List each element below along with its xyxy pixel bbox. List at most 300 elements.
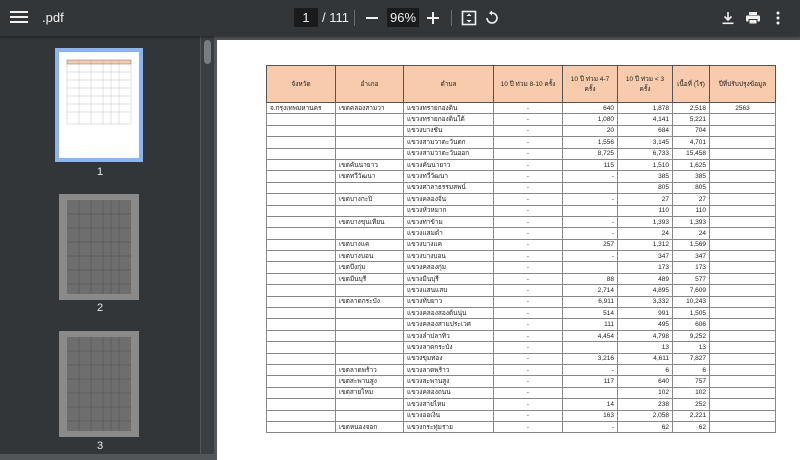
table-cell: เขตบางกะปิ (336, 194, 404, 205)
table-cell: - (494, 353, 563, 364)
table-cell: - (563, 251, 618, 262)
zoom-in-button[interactable] (421, 6, 445, 30)
table-cell: 173 (618, 262, 673, 273)
page-preview (59, 52, 139, 158)
table-cell (336, 353, 404, 364)
table-cell: - (494, 159, 563, 170)
table-cell: 4,798 (618, 330, 673, 341)
table-cell: 757 (673, 376, 710, 387)
toolbar-divider (451, 10, 452, 26)
table-cell (336, 114, 404, 125)
table-cell: - (494, 239, 563, 250)
table-cell: 347 (618, 251, 673, 262)
table-cell: - (494, 262, 563, 273)
document-title: .pdf (42, 10, 64, 25)
table-cell (710, 114, 776, 125)
table-cell: 577 (673, 273, 710, 284)
more-vert-icon (776, 11, 780, 25)
table-cell (563, 342, 618, 353)
table-cell (267, 251, 336, 262)
header-subdistrict: ตำบล (404, 66, 494, 103)
table-cell: - (494, 376, 563, 387)
table-cell (267, 421, 336, 432)
table-cell: แขวงคลองถนน (404, 387, 494, 398)
table-cell: แขวงทวีวัฒนา (404, 171, 494, 182)
table-cell: - (494, 364, 563, 375)
table-cell (710, 308, 776, 319)
thumbnail-label-2: 2 (96, 302, 104, 314)
table-cell (267, 273, 336, 284)
table-cell (710, 399, 776, 410)
table-cell (710, 342, 776, 353)
table-cell: 24 (618, 228, 673, 239)
header-update-year: ปีที่ปรับปรุงข้อมูล (710, 66, 776, 103)
table-cell (336, 228, 404, 239)
table-cell: 20 (563, 125, 618, 136)
table-row (267, 376, 776, 387)
table-cell (267, 376, 336, 387)
table-cell: 7,827 (673, 353, 710, 364)
table-row (267, 399, 776, 410)
table-cell: 257 (563, 239, 618, 250)
table-cell: แขวงบางบอน (404, 251, 494, 262)
table-body (267, 103, 776, 433)
table-cell (710, 228, 776, 239)
toolbar-divider (354, 10, 355, 26)
table-row (267, 308, 776, 319)
header-flood-8-10: 10 ปี ท่วม 8-10 ครั้ง (494, 66, 563, 103)
pdf-page (217, 40, 800, 460)
table-cell: - (494, 387, 563, 398)
table-cell (710, 319, 776, 330)
table-row (267, 410, 776, 421)
table-cell (336, 330, 404, 341)
table-cell: 1,878 (618, 103, 673, 114)
table-cell: - (563, 216, 618, 227)
table-cell (710, 387, 776, 398)
table-row (267, 103, 776, 114)
table-cell: 1,080 (563, 114, 618, 125)
table-cell: แขวงลำปลาทิว (404, 330, 494, 341)
table-cell: 2,221 (673, 410, 710, 421)
table-cell: 4,454 (563, 330, 618, 341)
table-cell: - (494, 125, 563, 136)
table-row (267, 228, 776, 239)
table-cell: 14 (563, 399, 618, 410)
table-row (267, 296, 776, 307)
table-cell: เขตบางขุนเทียน (336, 216, 404, 227)
page-preview (59, 331, 139, 437)
table-cell: แขวงลาดกระบัง (404, 342, 494, 353)
table-row (267, 364, 776, 375)
flood-data-table (266, 65, 776, 433)
table-cell (710, 262, 776, 273)
table-cell (267, 399, 336, 410)
table-cell (710, 137, 776, 148)
table-cell: 4,141 (618, 114, 673, 125)
table-cell: เขตคันนายาว (336, 159, 404, 170)
table-cell: 163 (563, 410, 618, 421)
table-cell (710, 171, 776, 182)
table-cell: เขตลาดกระบัง (336, 296, 404, 307)
table-cell: - (494, 182, 563, 193)
table-cell: 4,895 (618, 285, 673, 296)
table-row (267, 159, 776, 170)
table-cell: 27 (618, 194, 673, 205)
table-cell: 1,505 (673, 308, 710, 319)
table-row (267, 171, 776, 182)
table-row (267, 273, 776, 284)
table-cell: แขวงแสมดำ (404, 228, 494, 239)
table-cell: จ.กรุงเทพมหานคร (267, 103, 336, 114)
table-cell: 640 (618, 376, 673, 387)
table-header-row (267, 66, 776, 103)
table-cell: - (494, 285, 563, 296)
table-cell: แขวงคลองกุ่ม (404, 262, 494, 273)
table-cell: 704 (673, 125, 710, 136)
thumbnail-label-1: 1 (96, 166, 104, 178)
table-cell (267, 387, 336, 398)
table-cell: 2,714 (563, 285, 618, 296)
table-cell (336, 182, 404, 193)
table-cell (267, 308, 336, 319)
table-cell: แขวงคลองสามประเวศ (404, 319, 494, 330)
viewer-scrollbar[interactable] (201, 36, 214, 454)
download-button[interactable] (716, 6, 740, 30)
table-cell (267, 330, 336, 341)
table-cell: - (563, 171, 618, 182)
table-cell: 805 (673, 182, 710, 193)
header-flood-4-7: 10 ปี ท่วม 4-7 ครั้ง (563, 66, 618, 103)
table-cell: 9,252 (673, 330, 710, 341)
table-cell: 2563 (710, 103, 776, 114)
table-cell: 2,518 (673, 103, 710, 114)
table-cell: - (494, 342, 563, 353)
thumbnail-label-3: 3 (96, 440, 104, 452)
table-cell: 15,458 (673, 148, 710, 159)
table-cell: - (494, 296, 563, 307)
table-cell: แขวงกระทุ่มราย (404, 421, 494, 432)
table-cell: - (563, 364, 618, 375)
table-cell (710, 125, 776, 136)
table-row (267, 251, 776, 262)
table-row (267, 137, 776, 148)
table-row (267, 182, 776, 193)
table-cell: 805 (618, 182, 673, 193)
table-cell: แขวงบางแค (404, 239, 494, 250)
table-cell: 514 (563, 308, 618, 319)
table-cell (267, 159, 336, 170)
table-cell: 3,216 (563, 353, 618, 364)
table-cell: - (563, 421, 618, 432)
table-row (267, 114, 776, 125)
table-cell: - (494, 330, 563, 341)
table-cell: - (494, 308, 563, 319)
table-cell: แขวงสายไหม (404, 399, 494, 410)
table-cell: แขวงสะพานสูง (404, 376, 494, 387)
table-cell (710, 285, 776, 296)
table-cell (336, 148, 404, 159)
table-cell: แขวงบางชัน (404, 125, 494, 136)
zoom-out-button[interactable] (360, 6, 384, 30)
table-row (267, 194, 776, 205)
table-cell: - (494, 148, 563, 159)
table-cell: 62 (618, 421, 673, 432)
table-cell (267, 342, 336, 353)
table-cell: 173 (673, 262, 710, 273)
table-cell: เขตบางแค (336, 239, 404, 250)
table-row (267, 148, 776, 159)
table-cell (336, 399, 404, 410)
table-cell: 1,556 (563, 137, 618, 148)
table-cell: - (494, 171, 563, 182)
table-cell: 117 (563, 376, 618, 387)
table-cell (710, 410, 776, 421)
table-cell: แขวงแสนแสบ (404, 285, 494, 296)
table-cell (710, 194, 776, 205)
header-area-rai: เนื้อที่ (ไร่) (673, 66, 710, 103)
page-total: / 111 (322, 10, 349, 25)
table-cell: 10,243 (673, 296, 710, 307)
table-cell: 24 (673, 228, 710, 239)
table-cell: แขวงคลองจั่น (404, 194, 494, 205)
table-cell: แขวงออเงิน (404, 410, 494, 421)
table-cell: แขวงศาลาธรรมสพน์ (404, 182, 494, 193)
download-icon (721, 11, 735, 25)
table-cell: 6 (618, 364, 673, 375)
table-cell (267, 410, 336, 421)
table-row (267, 239, 776, 250)
rotate-button[interactable] (480, 6, 504, 30)
table-cell: 238 (618, 399, 673, 410)
rotate-icon (484, 10, 500, 26)
fit-page-button[interactable] (457, 6, 481, 30)
table-cell: 2,058 (618, 410, 673, 421)
table-row (267, 387, 776, 398)
table-cell: - (494, 273, 563, 284)
table-cell: 13 (618, 342, 673, 353)
table-cell: - (563, 194, 618, 205)
table-cell: - (494, 251, 563, 262)
page-thumbnail-3[interactable] (59, 331, 139, 437)
table-cell (267, 171, 336, 182)
table-cell (710, 148, 776, 159)
table-cell: 6 (673, 364, 710, 375)
table-cell (267, 239, 336, 250)
table-cell: แขวงขุมทอง (404, 353, 494, 364)
table-cell: 3,145 (618, 137, 673, 148)
table-cell (267, 216, 336, 227)
table-cell: 4,611 (618, 353, 673, 364)
table-cell (710, 251, 776, 262)
table-cell (336, 410, 404, 421)
table-cell: - (494, 114, 563, 125)
table-cell: เขตบางบอน (336, 251, 404, 262)
table-cell: แขวงทับยาว (404, 296, 494, 307)
table-cell (267, 228, 336, 239)
scrollbar-thumb[interactable] (204, 40, 211, 64)
table-row (267, 262, 776, 273)
table-cell: 111 (563, 319, 618, 330)
table-cell: 8,725 (563, 148, 618, 159)
table-cell: 110 (673, 205, 710, 216)
table-cell: แขวงหัวหมาก (404, 205, 494, 216)
table-cell (710, 421, 776, 432)
table-cell: 110 (618, 205, 673, 216)
table-cell (267, 364, 336, 375)
table-cell: 991 (618, 308, 673, 319)
pdf-toolbar (0, 0, 800, 36)
table-cell (563, 387, 618, 398)
header-flood-lt-3: 10 ปี ท่วม < 3 ครั้ง (618, 66, 673, 103)
table-cell: - (494, 228, 563, 239)
table-cell (267, 125, 336, 136)
table-row (267, 353, 776, 364)
table-cell: - (494, 137, 563, 148)
table-cell: แขวงทรายกองดินใต้ (404, 114, 494, 125)
table-cell (267, 285, 336, 296)
table-cell: แขวงลาดพร้าว (404, 364, 494, 375)
table-cell: 489 (618, 273, 673, 284)
table-cell: - (494, 399, 563, 410)
table-cell: 1,569 (673, 239, 710, 250)
table-cell: เขตสะพานสูง (336, 376, 404, 387)
table-cell: 385 (673, 171, 710, 182)
table-cell: 1,312 (618, 239, 673, 250)
table-cell: 1,393 (673, 216, 710, 227)
table-cell: เขตคลองสามวา (336, 103, 404, 114)
table-row (267, 342, 776, 353)
table-cell: - (494, 205, 563, 216)
table-cell (336, 319, 404, 330)
table-cell (710, 216, 776, 227)
table-cell (710, 273, 776, 284)
table-cell: - (494, 216, 563, 227)
zoom-out-icon (365, 11, 379, 25)
table-cell: 3,332 (618, 296, 673, 307)
table-cell: 606 (673, 319, 710, 330)
table-cell (336, 285, 404, 296)
table-cell (710, 364, 776, 375)
table-row (267, 330, 776, 341)
page-thumbnail-1[interactable] (59, 52, 139, 158)
table-cell (336, 137, 404, 148)
table-cell (336, 308, 404, 319)
table-cell: แขวงมีนบุรี (404, 273, 494, 284)
table-cell (336, 342, 404, 353)
menu-icon[interactable] (8, 8, 30, 28)
table-cell: เขตหนองจอก (336, 421, 404, 432)
table-cell (710, 353, 776, 364)
table-row (267, 285, 776, 296)
zoom-in-icon (426, 11, 440, 25)
table-cell: 385 (618, 171, 673, 182)
table-cell: 4,701 (673, 137, 710, 148)
table-cell (710, 296, 776, 307)
table-cell (267, 319, 336, 330)
table-cell: 102 (673, 387, 710, 398)
table-cell (563, 182, 618, 193)
fit-page-icon (461, 10, 477, 26)
table-row (267, 125, 776, 136)
header-district: อำเภอ (336, 66, 404, 103)
table-cell: 5,221 (673, 114, 710, 125)
table-cell: - (494, 421, 563, 432)
table-cell: เขตสายไหม (336, 387, 404, 398)
table-cell (267, 262, 336, 273)
table-cell: 115 (563, 159, 618, 170)
table-cell: - (494, 410, 563, 421)
table-cell: แขวงคลองสองต้นนุ่น (404, 308, 494, 319)
table-row (267, 205, 776, 216)
table-cell (710, 182, 776, 193)
table-cell (710, 330, 776, 341)
table-cell: 62 (673, 421, 710, 432)
table-cell: - (563, 228, 618, 239)
table-cell (267, 148, 336, 159)
zoom-level-input[interactable] (387, 8, 419, 27)
more-options-button[interactable] (766, 6, 790, 30)
table-cell: แขวงสามวาตะวันตก (404, 137, 494, 148)
table-cell: แขวงท่าข้าม (404, 216, 494, 227)
thumbnail-sidebar (0, 36, 200, 454)
table-cell: 1,393 (618, 216, 673, 227)
table-cell (563, 262, 618, 273)
table-cell (267, 205, 336, 216)
table-cell: แขวงคันนายาว (404, 159, 494, 170)
table-cell: 684 (618, 125, 673, 136)
table-cell (710, 159, 776, 170)
page-preview (59, 194, 139, 300)
table-cell: 88 (563, 273, 618, 284)
print-button[interactable] (741, 6, 765, 30)
table-cell (336, 205, 404, 216)
table-cell: 1,510 (618, 159, 673, 170)
table-cell: - (494, 103, 563, 114)
table-cell: 640 (563, 103, 618, 114)
table-cell: 347 (673, 251, 710, 262)
table-cell: 1,625 (673, 159, 710, 170)
table-cell (267, 114, 336, 125)
page-thumbnail-2[interactable] (59, 194, 139, 300)
header-province: จังหวัด (267, 66, 336, 103)
print-icon (745, 11, 761, 25)
table-cell: - (494, 194, 563, 205)
table-cell: 6,733 (618, 148, 673, 159)
table-cell: แขวงสามวาตะวันออก (404, 148, 494, 159)
table-cell (267, 353, 336, 364)
table-cell: 102 (618, 387, 673, 398)
table-cell (336, 125, 404, 136)
table-cell: แขวงทรายกองดิน (404, 103, 494, 114)
table-row (267, 319, 776, 330)
table-cell: 6,911 (563, 296, 618, 307)
table-cell: 252 (673, 399, 710, 410)
table-cell (267, 194, 336, 205)
table-cell: - (494, 319, 563, 330)
table-cell: 7,609 (673, 285, 710, 296)
table-cell: เขตทวีวัฒนา (336, 171, 404, 182)
page-number-input[interactable] (294, 8, 318, 27)
table-cell: 27 (673, 194, 710, 205)
table-row (267, 216, 776, 227)
table-cell (267, 182, 336, 193)
table-cell (267, 137, 336, 148)
table-row (267, 421, 776, 432)
table-cell: 495 (618, 319, 673, 330)
table-cell (710, 376, 776, 387)
table-cell (563, 205, 618, 216)
